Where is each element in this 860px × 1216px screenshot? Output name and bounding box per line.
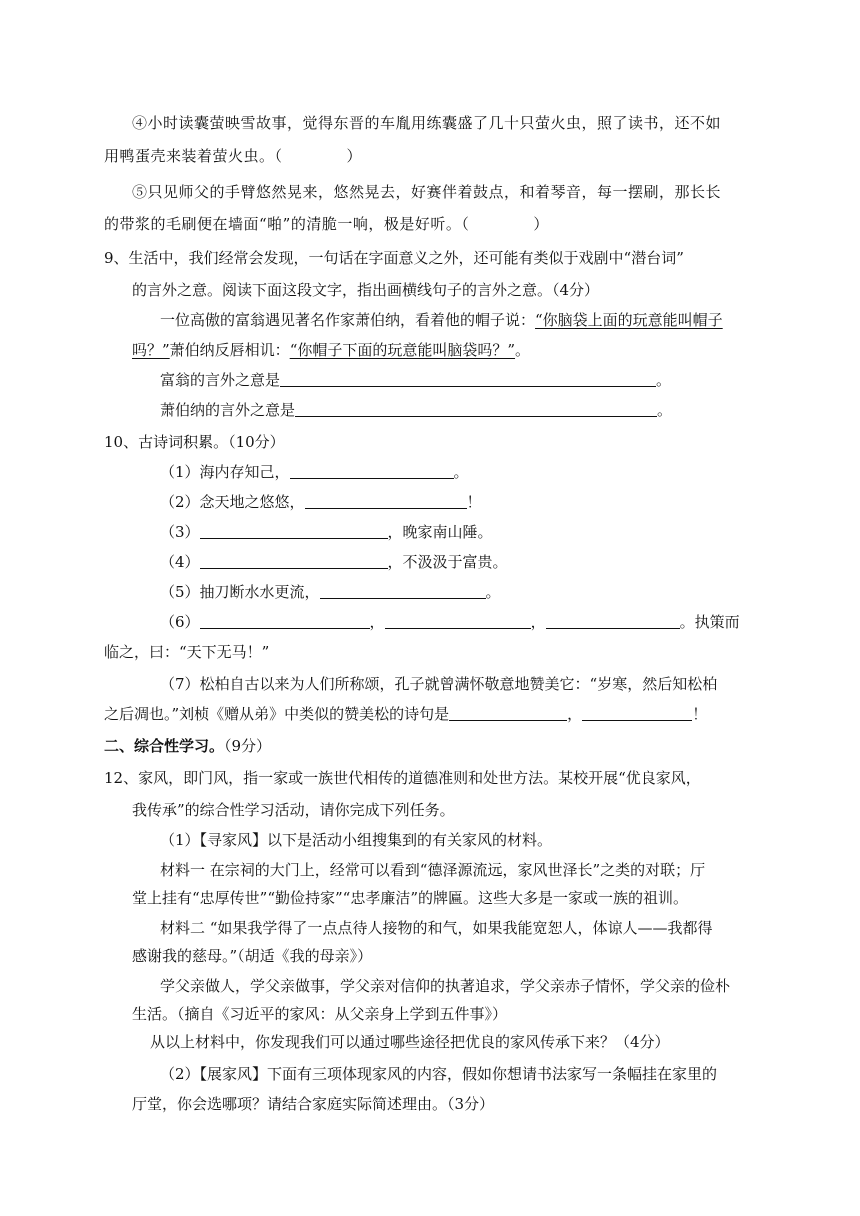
q10-item6-num: （6） bbox=[160, 613, 200, 631]
q9-underlined-sentence-1a: “你脑袋上面的玩意能叫帽子 bbox=[535, 311, 723, 329]
q10-item3-num: （3） bbox=[160, 523, 200, 541]
q8-item4-line2 bbox=[104, 146, 362, 166]
q9-story-b: 萧伯纳反唇相讥： bbox=[169, 341, 290, 359]
q10-item1-end: 。 bbox=[453, 463, 469, 481]
q9-answer-1 bbox=[160, 370, 671, 390]
q8-item4-close: ） bbox=[346, 147, 363, 165]
q10-item7-blank-1[interactable] bbox=[449, 705, 567, 721]
q10-item7-comma: ， bbox=[567, 705, 583, 723]
answer-space[interactable] bbox=[283, 148, 347, 163]
q9-answer-2-blank[interactable] bbox=[295, 401, 657, 417]
q9-story-a: 一位高傲的富翁遇见著名作家萧伯纳，看着他的帽子说： bbox=[160, 311, 536, 329]
q12-line2: 我传承”的综合性学习活动，请你完成下列任务。 bbox=[132, 801, 455, 819]
q10-item2-text: （2）念天地之悠悠， bbox=[160, 493, 305, 511]
q12-question: 从以上材料中，你发现我们可以通过哪些途径把优良的家风传承下来？（4分） bbox=[150, 1033, 670, 1051]
q8-item5-line1: ⑤只见师父的手臂悠然晃来，悠然晃去，好赛伴着鼓点，和着琴音，每一摆刷，那长长 bbox=[132, 183, 722, 201]
q10-item5-end: 。 bbox=[485, 583, 501, 601]
q10-item2-end: ！ bbox=[466, 493, 482, 511]
q12-task2-line1: （2）【展家风】下面有三项体现家风的内容，假如你想请书法家写一条幅挂在家里的 bbox=[160, 1065, 718, 1083]
section-heading-title: 二、综合性学习。 bbox=[104, 737, 225, 755]
q9-story-line1 bbox=[160, 310, 723, 330]
q10-item2 bbox=[160, 492, 482, 512]
q9-line1: 9、生活中，我们经常会发现，一句话在字面意义之外，还可能有类似于戏剧中“潜台词” bbox=[104, 249, 684, 267]
q9-line2: 的言外之意。阅读下面这段文字，指出画横线句子的言外之意。（4分） bbox=[132, 281, 600, 299]
q10-item5-text: （5）抽刀断水水更流， bbox=[160, 583, 320, 601]
q10-item6 bbox=[160, 612, 740, 632]
q10-item7-text: 之后凋也。”刘桢《赠从弟》中类似的赞美松的诗句是 bbox=[104, 705, 450, 723]
q10-item7-blank-2[interactable] bbox=[582, 705, 692, 721]
q12-task2-line2: 厅堂，你会选哪项？请结合家庭实际简述理由。（3分） bbox=[132, 1095, 495, 1113]
q10-item1 bbox=[160, 462, 469, 482]
q10-item7-line2 bbox=[104, 704, 707, 724]
q8-item5-line2 bbox=[104, 214, 549, 234]
q10-item3 bbox=[160, 522, 493, 542]
q10-item6-comma: ， bbox=[369, 613, 385, 631]
q10-item7-line1: （7）松柏自古以来为人们所称颂，孔子就曾满怀敬意地赞美它：“岁寒，然后知松柏 bbox=[160, 675, 718, 693]
q10-item4-num: （4） bbox=[160, 553, 200, 571]
q10-item3-blank[interactable] bbox=[200, 523, 388, 539]
q9-answer-1-period: 。 bbox=[656, 371, 672, 389]
q10-item5 bbox=[160, 582, 501, 602]
q9-story-line2 bbox=[132, 340, 530, 360]
q8-item4-text: 用鸭蛋壳来装着萤火虫。（ bbox=[104, 147, 283, 165]
q10-title: 10、古诗词积累。（10分） bbox=[104, 433, 285, 451]
q12-material2-line1: 材料二 “如果我学得了一点点待人接物的和气，如果我能宽恕人，体谅人——我都得 bbox=[160, 919, 713, 937]
q9-story-end: 。 bbox=[515, 341, 531, 359]
section-heading bbox=[104, 736, 271, 756]
q12-line1: 12、家风，即门风，指一家或一族世代相传的道德准则和处世方法。某校开展“优良家风， bbox=[104, 769, 701, 787]
q12-material3-line1: 学父亲做人，学父亲做事，学父亲对信仰的执著追求，学父亲赤子情怀，学父亲的俭朴 bbox=[160, 977, 731, 995]
q9-answer-1-label: 富翁的言外之意是 bbox=[160, 371, 281, 389]
q12-material1-line2: 堂上挂有“忠厚传世”“勤俭持家”“忠孝廉洁”的牌匾。这些大多是一家或一族的祖训。 bbox=[132, 889, 689, 907]
q10-item3-text: ，晚家南山陲。 bbox=[387, 523, 493, 541]
q10-item2-blank[interactable] bbox=[305, 493, 467, 509]
section-heading-score: （9分） bbox=[224, 737, 272, 755]
q9-answer-2-label: 萧伯纳的言外之意是 bbox=[160, 401, 296, 419]
q12-material2-line2: 感谢我的慈母。”（胡适《我的母亲》） bbox=[132, 947, 373, 965]
q10-item4-text: ，不汲汲于富贵。 bbox=[387, 553, 508, 571]
q9-underlined-sentence-1b: 吗？” bbox=[132, 341, 170, 359]
q8-item5-close: ） bbox=[533, 215, 549, 233]
answer-space[interactable] bbox=[469, 216, 533, 231]
q12-material3-line2: 生活。（摘自《习近平的家风：从父亲身上学到五件事》） bbox=[132, 1005, 508, 1023]
q10-item1-blank[interactable] bbox=[290, 463, 454, 479]
q9-answer-2-period: 。 bbox=[657, 401, 673, 419]
q9-answer-2 bbox=[160, 400, 672, 420]
q10-item4 bbox=[160, 552, 508, 572]
q10-item1-text: （1）海内存知己， bbox=[160, 463, 290, 481]
q10-item6-blank-2[interactable] bbox=[385, 613, 531, 629]
q9-answer-1-blank[interactable] bbox=[280, 371, 656, 387]
q10-item6-text: 。执策而 bbox=[679, 613, 740, 631]
q12-task1: （1）【寻家风】以下是活动小组搜集到的有关家风的材料。 bbox=[160, 831, 553, 849]
q9-underlined-sentence-2: “你帽子下面的玩意能叫脑袋吗？” bbox=[289, 341, 516, 359]
q8-item5-text: 的带浆的毛刷便在墙面“啪”的清脆一响，极是好听。（ bbox=[104, 215, 470, 233]
q10-item7-end: ！ bbox=[692, 705, 708, 723]
q10-item6-line2: 临之，曰：“天下无马！” bbox=[104, 643, 270, 661]
q10-item4-blank[interactable] bbox=[200, 553, 388, 569]
q10-item6-comma: ， bbox=[530, 613, 546, 631]
q10-item6-blank-3[interactable] bbox=[546, 613, 680, 629]
q8-item4-line1: ④小时读囊萤映雪故事，觉得东晋的车胤用练囊盛了几十只萤火虫，照了读书，还不如 bbox=[132, 114, 722, 132]
q12-material1-line1: 材料一 在宗祠的大门上，经常可以看到“德泽源流远，家风世泽长”之类的对联；厅 bbox=[160, 861, 706, 879]
q10-item5-blank[interactable] bbox=[320, 583, 486, 599]
q10-item6-blank-1[interactable] bbox=[200, 613, 370, 629]
